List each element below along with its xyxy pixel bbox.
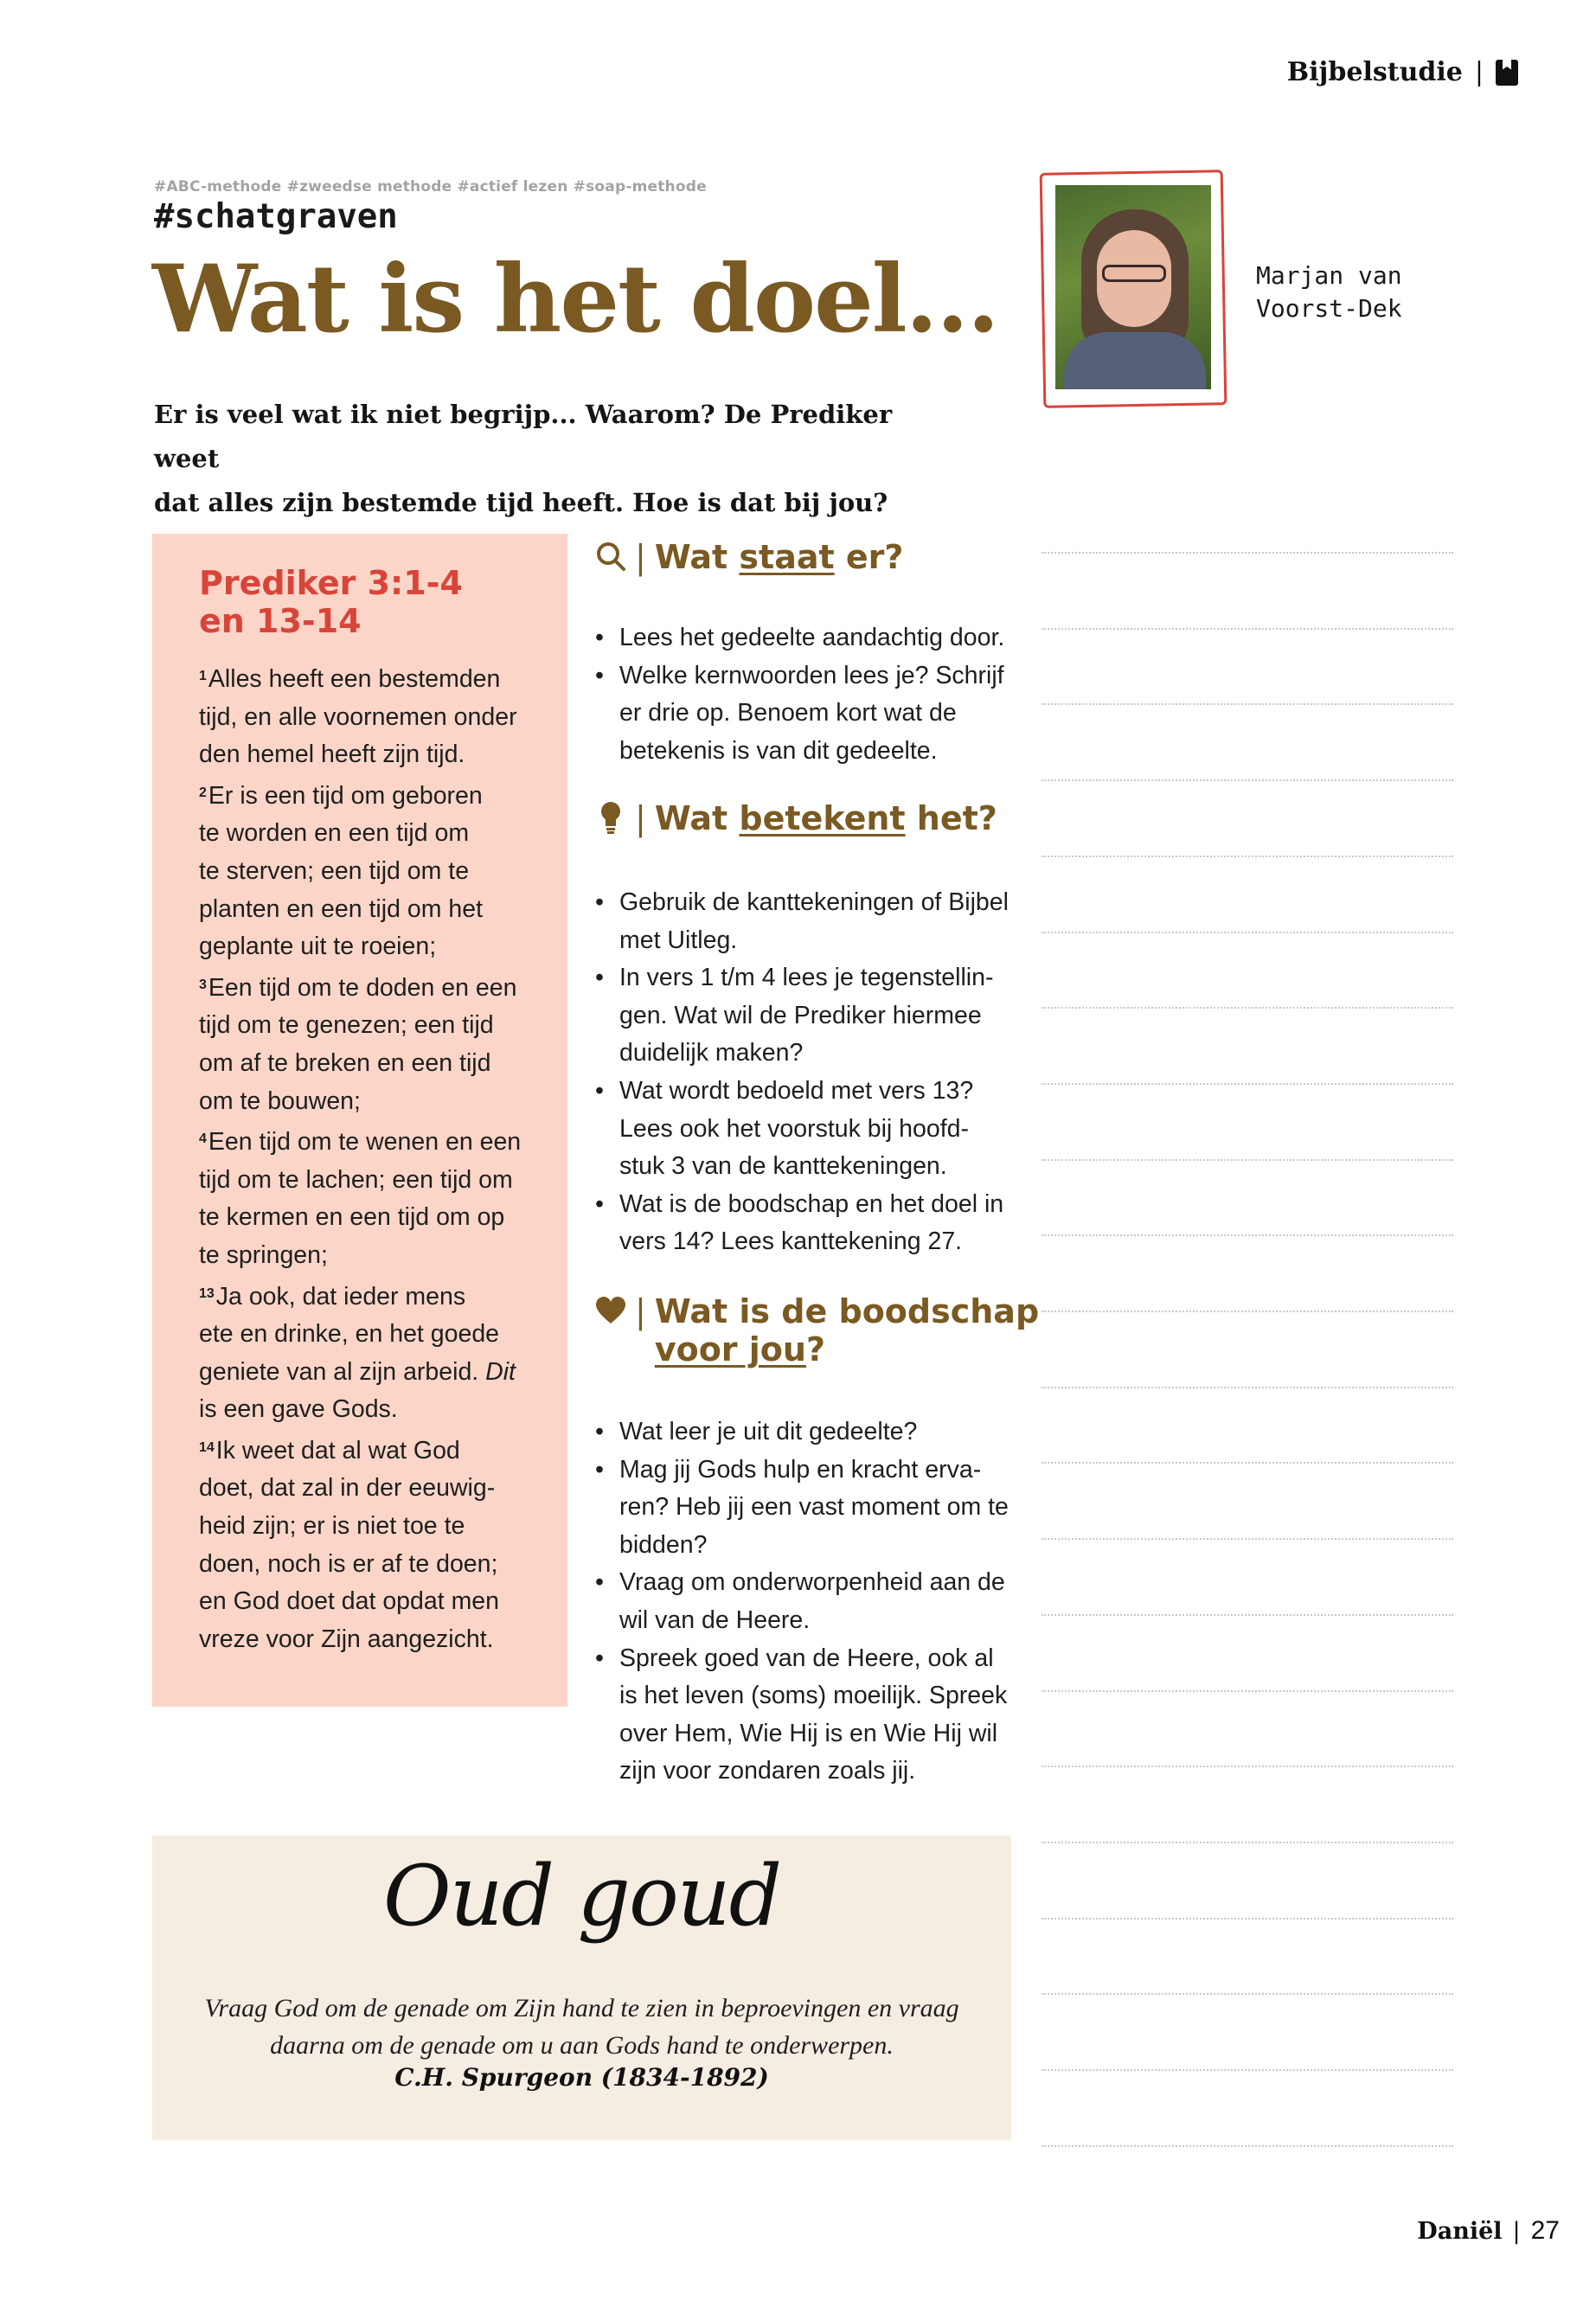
verse-line: [199, 891, 545, 929]
header-separator: |: [1474, 57, 1484, 87]
verse-text: en God doet dat opdat men: [199, 1587, 500, 1616]
author-name-line: Marjan van: [1256, 261, 1402, 290]
writing-line[interactable]: [1042, 1918, 1453, 1920]
verse-text: om af te breken en een tijd: [199, 1048, 491, 1077]
list-item-line: zijn voor zondaren zoals jij.: [619, 1757, 916, 1785]
verse-number: 2: [199, 785, 207, 800]
verse-text: den hemel heeft zijn tijd.: [199, 740, 465, 769]
verse-line: [199, 1275, 545, 1317]
writing-line[interactable]: [1042, 1083, 1453, 1085]
page-number: 27: [1530, 2216, 1560, 2245]
scripture-reference: [199, 564, 545, 640]
list-item: [595, 1413, 1028, 1452]
book-icon: [1496, 60, 1518, 86]
verse-line: [199, 1470, 545, 1508]
section-label: [1287, 57, 1518, 87]
quote-heading: Oud goud: [382, 1848, 781, 1945]
verse-text: tijd om te lachen; een tijd om: [199, 1165, 513, 1194]
list-item-line: • Spreek goed van de Heere, ook al: [619, 1644, 994, 1672]
section-heading-message-for-you: | Wat is de boodschap voor jou?: [595, 1292, 1039, 1368]
writing-line[interactable]: [1042, 2145, 1453, 2147]
list-item-line: ren? Heb jij een vast moment om te: [619, 1493, 1009, 1522]
verse-text: Een tijd om te wenen en een: [208, 1128, 522, 1157]
hashtag: #schatgraven: [154, 197, 398, 236]
verse-text: Er is een tijd om geboren: [208, 781, 483, 810]
writing-line[interactable]: [1042, 628, 1453, 630]
list-item-line: • Vraag om onderworpenheid aan de: [619, 1568, 1005, 1597]
verse-line: [199, 853, 545, 891]
list-item-line: • Wat leer je uit dit gedeelte?: [619, 1418, 918, 1445]
list-item-line: wil van de Heere.: [619, 1606, 811, 1634]
verse-line: [199, 1045, 545, 1083]
list-item: [595, 1452, 1028, 1565]
writing-line[interactable]: [1042, 1007, 1453, 1009]
list-item-line: • In vers 1 t/m 4 lees je tegenstellin-: [619, 964, 994, 992]
author-name: [1256, 260, 1429, 325]
writing-line[interactable]: [1042, 1842, 1453, 1843]
list-item-line: • Gebruik de kanttekeningen of Bijbel: [619, 888, 1009, 916]
verse-number: 13: [199, 1285, 215, 1301]
verse-line: [199, 657, 545, 699]
writing-line[interactable]: [1042, 779, 1453, 781]
verse-text: Ja ook, dat ieder mens: [215, 1282, 466, 1311]
scripture-text: [199, 657, 545, 1658]
page-title: Wat is het doel...: [152, 245, 998, 354]
quote-text: [170, 1990, 994, 2064]
verse-line: [199, 1162, 545, 1200]
list-item-line: duidelijk maken?: [619, 1039, 804, 1067]
verse-text: Ik weet dat al wat God: [215, 1436, 460, 1465]
verse-line: [199, 1120, 545, 1162]
verse-text: te sterven; een tijd om te: [199, 856, 470, 885]
list-item-line: bidden?: [619, 1530, 708, 1559]
photo-frame: [1040, 170, 1227, 408]
verse-text: te kermen en een tijd om op: [199, 1203, 505, 1232]
writing-line[interactable]: [1042, 1159, 1453, 1161]
list-item-line: • Welke kernwoorden lees je? Schrijf: [619, 661, 1004, 689]
bullet-list: [595, 619, 1028, 770]
list-item: [595, 1186, 1028, 1261]
verse-line: [199, 1429, 545, 1471]
verse-text: doet, dat zal in der eeuwig-: [199, 1474, 496, 1503]
verse-line: [199, 1237, 545, 1275]
verse-text: ete en drinke, en het goede: [199, 1320, 500, 1349]
list-item-line: • Wat is de boodschap en het doel in: [619, 1189, 1004, 1218]
list-item-line: • Lees het gedeelte aandachtig door.: [619, 624, 1005, 651]
verse-line: [199, 815, 545, 853]
writing-line[interactable]: [1042, 1387, 1453, 1388]
verse-italic: Dit: [485, 1357, 516, 1386]
writing-line[interactable]: [1042, 552, 1453, 554]
verse-line: [199, 774, 545, 816]
writing-line[interactable]: [1042, 1462, 1453, 1464]
verse-number: 1: [199, 669, 207, 683]
quote-line: Vraag God om de genade om Zijn hand te zien in beproevingen en vraag: [204, 1994, 959, 2022]
section-heading-what-it-means: | Wat betekent het?: [595, 799, 997, 837]
list-item: [595, 884, 1028, 959]
writing-line[interactable]: [1042, 1614, 1453, 1616]
verse-text: Een tijd om te doden en een: [208, 973, 517, 1002]
section-title: Bijbelstudie: [1286, 57, 1463, 87]
list-item-line: stuk 3 van de kanttekeningen.: [619, 1152, 947, 1181]
writing-line[interactable]: [1042, 2069, 1453, 2071]
tag-line: #ABC-methode #zweedse methode #actief lezen #soap-methode: [154, 178, 707, 195]
verse-number: 4: [199, 1131, 207, 1147]
verse-line: [199, 1508, 545, 1546]
list-item-line: betekenis is van dit gedeelte.: [619, 736, 938, 765]
verse-line: [199, 1621, 545, 1659]
verse-line: [199, 1316, 545, 1354]
writing-line[interactable]: [1042, 1993, 1453, 1995]
list-item-line: Lees ook het voorstuk bij hoofd-: [619, 1114, 969, 1143]
list-item-line: er drie op. Benoem kort wat de: [619, 699, 957, 727]
intro-text: [154, 393, 933, 525]
verse-line: [199, 736, 545, 774]
writing-line[interactable]: [1042, 1690, 1453, 1692]
intro-line: Er is veel wat ik niet begrijp... Waarom? De Prediker weet: [154, 400, 893, 473]
list-item: [595, 959, 1028, 1073]
verse-text: tijd om te genezen; een tijd: [199, 1011, 494, 1040]
list-item-line: gen. Wat wil de Prediker hiermee: [619, 1001, 982, 1029]
writing-line[interactable]: [1042, 1311, 1453, 1312]
writing-line[interactable]: [1042, 932, 1453, 933]
list-item-line: • Mag jij Gods hulp en kracht erva-: [619, 1455, 982, 1484]
scripture-reference-line: en 13-14: [199, 602, 362, 640]
list-item-line: vers 14? Lees kanttekening 27.: [619, 1227, 963, 1256]
verse-line: [199, 928, 545, 966]
list-item: [595, 657, 1028, 771]
writing-line[interactable]: [1042, 1538, 1453, 1540]
verse-text: doen, noch is er af te doen;: [199, 1549, 498, 1578]
verse-text: heid zijn; er is niet toe te: [199, 1512, 465, 1541]
page-footer: [1417, 2216, 1560, 2246]
list-item-line: • Wat wordt bedoeld met vers 13?: [619, 1076, 974, 1105]
bullet-list: [595, 884, 1028, 1261]
list-item: [595, 619, 1028, 657]
bullet-list: [595, 1413, 1028, 1791]
verse-text: is een gave Gods.: [199, 1395, 398, 1424]
quote-line: daarna om de genade om u aan Gods hand te onderwerpen.: [270, 2031, 894, 2060]
list-item: [595, 1564, 1028, 1639]
verse-line: [199, 1391, 545, 1429]
verse-number: 14: [199, 1439, 215, 1455]
verse-text: tijd, en alle voornemen onder: [199, 702, 517, 731]
list-item: [595, 1640, 1028, 1791]
quote-author: C.H. Spurgeon (1834-1892): [394, 2063, 769, 2092]
verse-text: geplante uit te roeien;: [199, 933, 437, 961]
magazine-name: Daniël: [1417, 2217, 1503, 2245]
list-item-line: over Hem, Wie Hij is en Wie Hij wil: [619, 1719, 998, 1747]
verse-line: [199, 1199, 545, 1237]
verse-line: [199, 699, 545, 737]
lightbulb-icon: [595, 799, 626, 836]
list-item: [595, 1073, 1028, 1186]
footer-separator: |: [1512, 2217, 1521, 2245]
verse-line: [199, 966, 545, 1008]
verse-text: planten en een tijd om het: [199, 894, 483, 923]
scripture-reference-line: Prediker 3:1-4: [199, 564, 463, 602]
verse-number: 3: [199, 977, 207, 992]
verse-text: om te bouwen;: [199, 1086, 361, 1115]
verse-line: [199, 1583, 545, 1621]
verse-text: vreze voor Zijn aangezicht.: [199, 1625, 494, 1653]
verse-text: te worden en een tijd om: [199, 819, 470, 848]
verse-line: [199, 1354, 545, 1392]
writing-line[interactable]: [1042, 1234, 1453, 1236]
writing-line[interactable]: [1042, 703, 1453, 705]
section-heading-what-it-says: | Wat staat er?: [595, 538, 903, 576]
heart-icon: [595, 1292, 626, 1329]
writing-line[interactable]: [1042, 1766, 1453, 1767]
verse-line: [199, 1083, 545, 1121]
verse-text: Alles heeft een bestemden: [208, 665, 501, 693]
verse-line: [199, 1546, 545, 1584]
verse-text: geniete van al zijn arbeid.: [199, 1357, 479, 1386]
list-item-line: is het leven (soms) moeilijk. Spreek: [619, 1682, 1008, 1710]
verse-line: [199, 1007, 545, 1045]
author-name-line: Voorst-Dek: [1256, 294, 1402, 323]
verse-text: te springen;: [199, 1240, 328, 1269]
magnifier-icon: [595, 538, 626, 574]
intro-line: dat alles zijn bestemde tijd heeft. Hoe is dat bij jou?: [154, 488, 888, 517]
list-item-line: met Uitleg.: [619, 926, 738, 954]
writing-line[interactable]: [1042, 856, 1453, 857]
